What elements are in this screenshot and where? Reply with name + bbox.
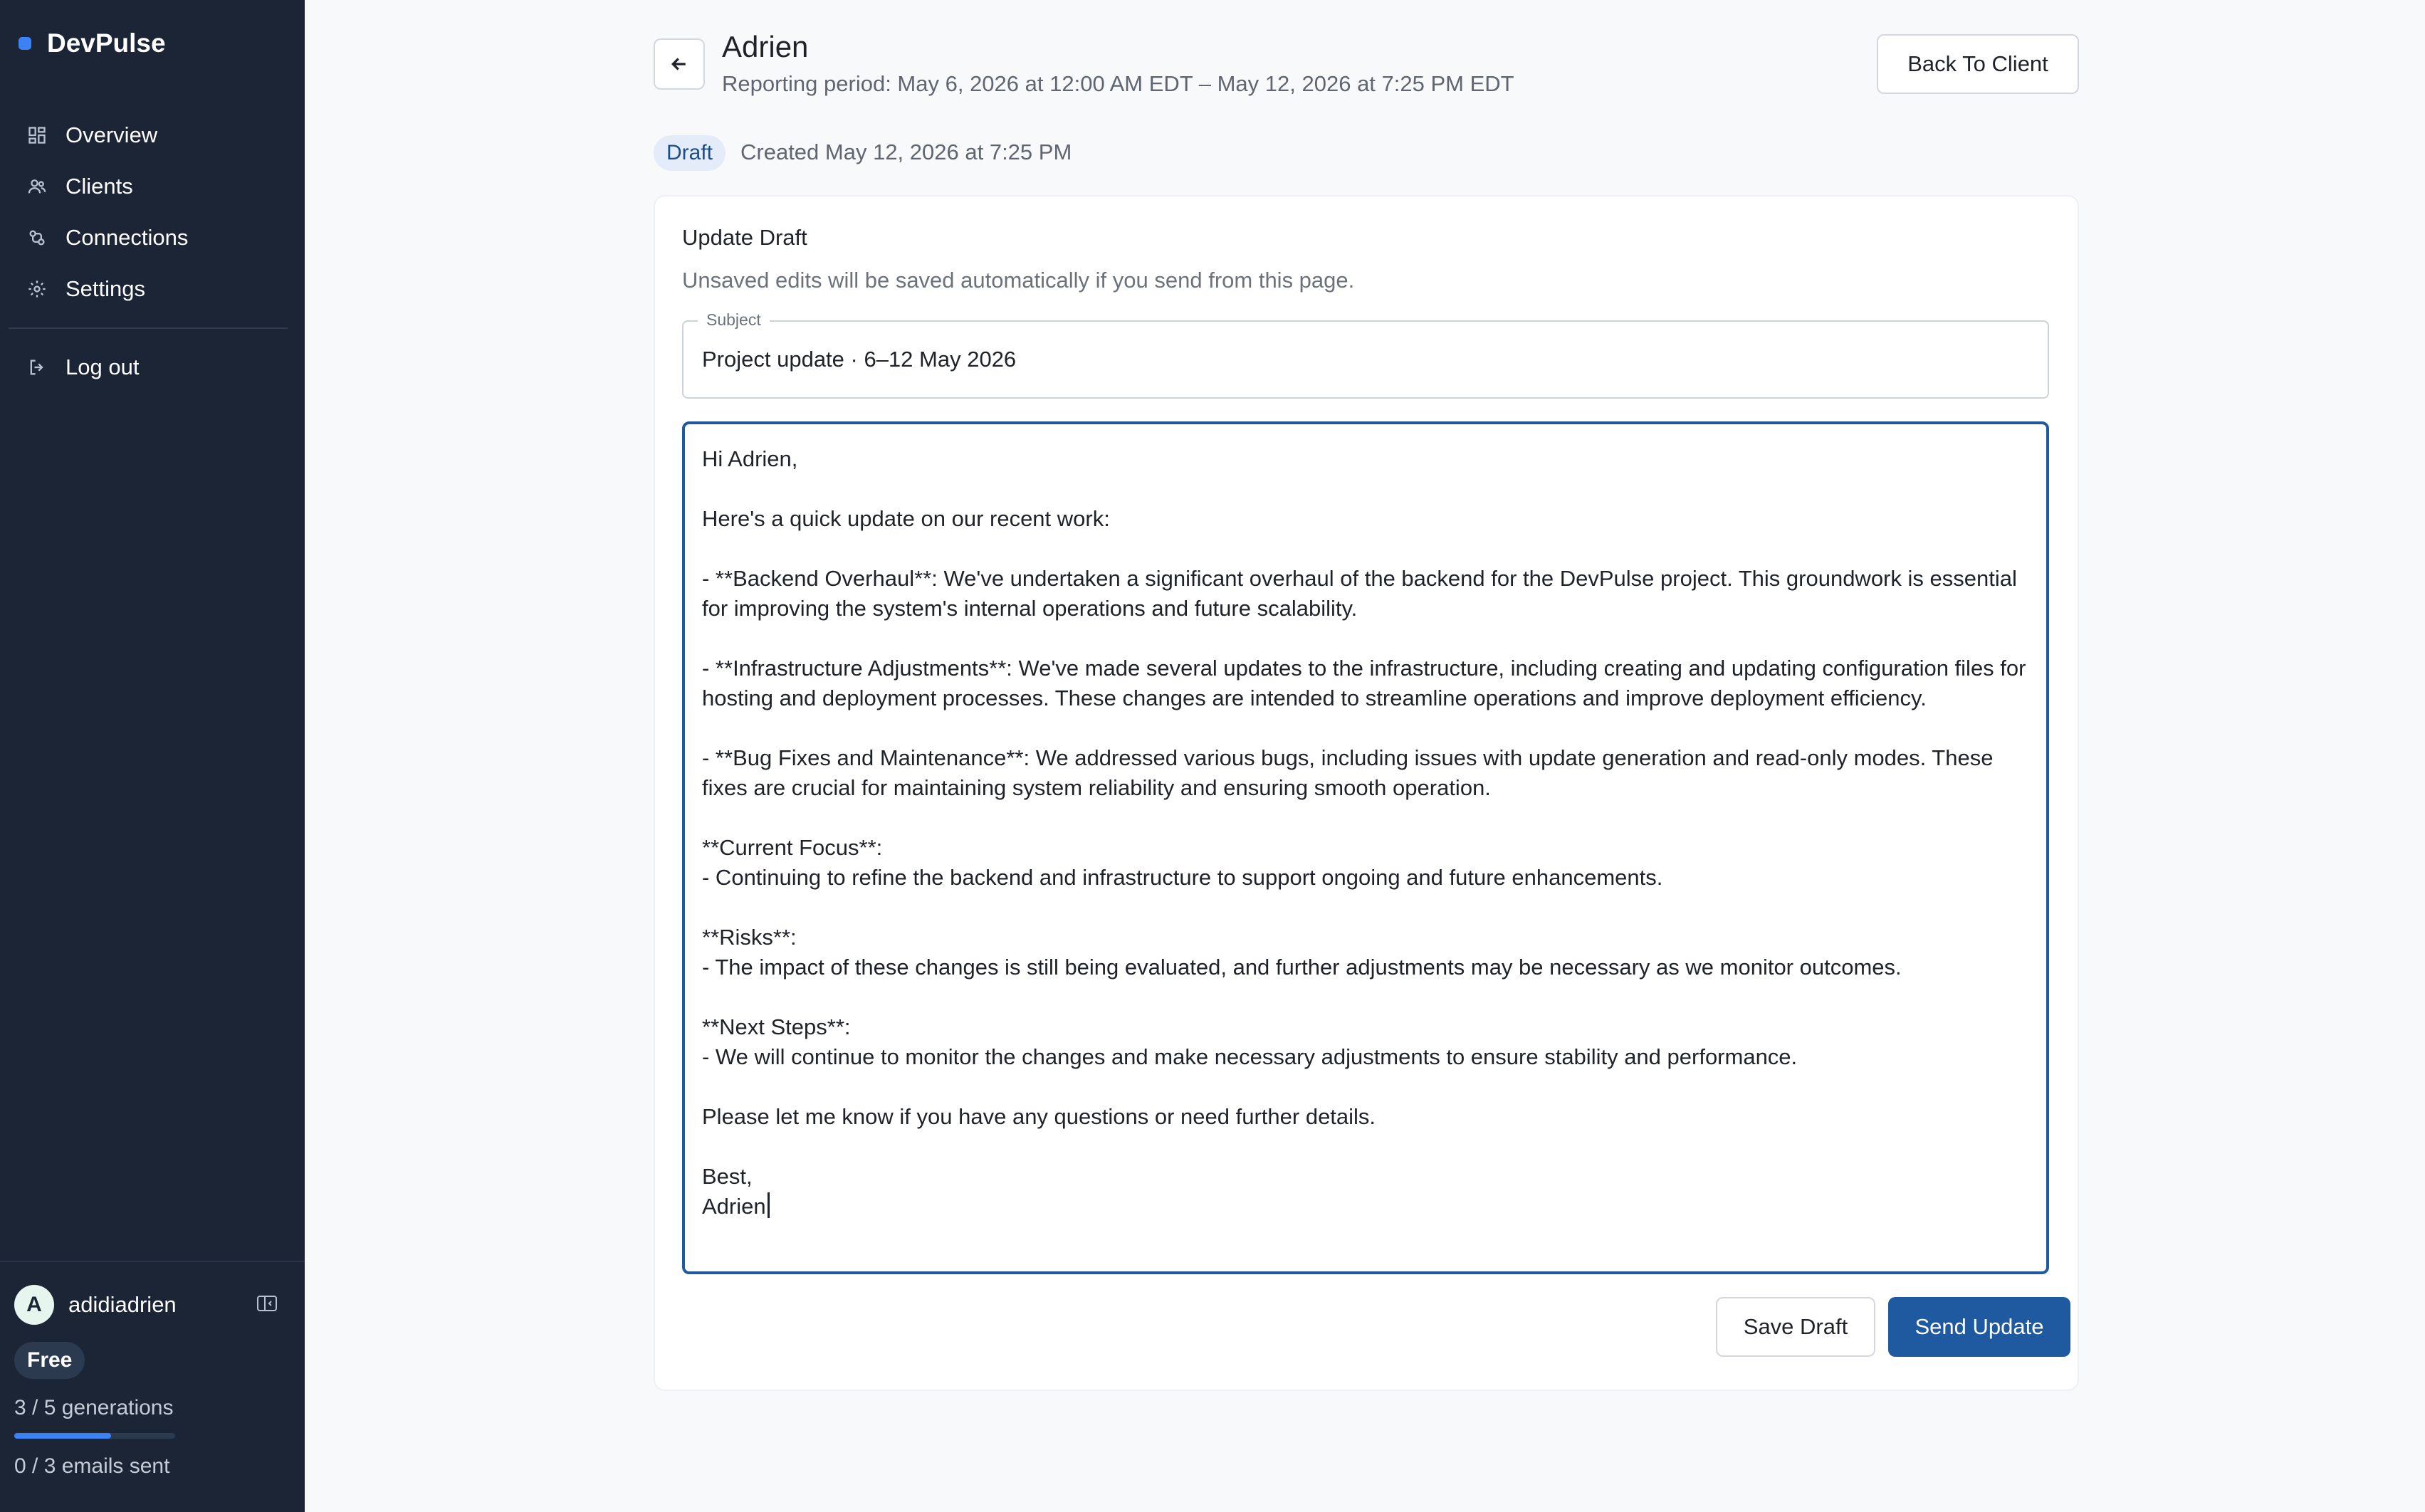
arrow-left-icon <box>669 53 690 75</box>
main-content <box>305 0 2425 1512</box>
plan-badge: Free <box>14 1342 85 1379</box>
brand-logo-icon <box>19 37 31 50</box>
back-button[interactable] <box>654 38 705 90</box>
nav-divider <box>9 327 288 329</box>
page-title: Adrien <box>722 30 809 63</box>
body-text[interactable] <box>702 444 2026 1256</box>
sidebar-footer <box>0 1261 305 1512</box>
body-content: Hi Adrien, Here's a quick update on our recent work: - **Backend Overhaul**: We've undertaken a significant overhaul of the backend for the DevPulse project. This groundwork is essential for improving the system's internal operations and future scalability. - **Infrastructure Adjustments**: We've made several updates to the infrastructure, including creating and updating configuration files for hosting and deployment processes. These changes are intended to streamline operations and improve deployment efficiency. - **Bug Fixes and Maintenance**: We addressed various bugs, including issues with update generation and read-only modes. These fixes are crucial for maintaining system reliability and ensuring smooth operation. **Current Focus**: - Continuing to refine the backend and infrastructure to support ongoing and future enhancements. **Risks**: - The impact of these changes is still being evaluated, and further adjustments may be necessary as we monitor outcomes. **Next Steps**: - We will continue to monitor the changes and make necessary adjustments to ensure stability and performance. Please let me know if you have any questions or need further details. Best, Adrien <box>702 446 2026 1219</box>
sidebar-item-settings[interactable] <box>9 263 288 315</box>
user-row <box>14 1285 278 1325</box>
generations-progress-fill <box>14 1433 111 1439</box>
back-to-client-button[interactable]: Back To Client <box>1877 34 2079 94</box>
sidebar-item-overview[interactable] <box>9 110 288 161</box>
sidebar-nav <box>9 110 288 393</box>
sidebar-item-label: Settings <box>66 276 146 301</box>
username: adidiadrien <box>68 1292 177 1317</box>
reporting-period: Reporting period: May 6, 2026 at 12:00 AM EDT – May 12, 2026 at 7:25 PM EDT <box>722 71 1514 96</box>
subject-input[interactable] <box>702 322 2026 397</box>
created-timestamp: Created May 12, 2026 at 7:25 PM <box>740 140 1072 164</box>
generations-usage: 3 / 5 generations <box>14 1396 174 1419</box>
sidebar-item-label: Overview <box>66 122 158 147</box>
status-badge: Draft <box>654 135 726 171</box>
sidebar-item-label: Clients <box>66 174 133 199</box>
emails-usage: 0 / 3 emails sent <box>14 1454 170 1478</box>
sidebar-item-connections[interactable] <box>9 212 288 263</box>
generations-progress-bar <box>14 1433 175 1439</box>
logout-label: Log out <box>66 355 140 379</box>
card-subtitle: Unsaved edits will be saved automatically if you send from this page. <box>682 268 1355 293</box>
text-caret <box>768 1192 770 1218</box>
logout-icon <box>27 357 47 377</box>
sidebar <box>0 0 305 1512</box>
sidebar-item-label: Connections <box>66 225 189 250</box>
sidebar-item-clients[interactable] <box>9 161 288 212</box>
subject-field <box>682 310 2049 399</box>
body-textarea[interactable] <box>682 421 2049 1274</box>
logout-button[interactable] <box>9 342 288 393</box>
grid-icon <box>27 125 47 145</box>
collapse-sidebar-icon[interactable] <box>256 1294 278 1316</box>
brand[interactable] <box>19 28 166 58</box>
connections-icon <box>27 228 47 248</box>
users-icon <box>27 177 47 196</box>
brand-name: DevPulse <box>47 28 166 58</box>
gear-icon <box>27 279 47 299</box>
card-title: Update Draft <box>682 225 807 250</box>
save-draft-button[interactable]: Save Draft <box>1716 1297 1875 1357</box>
avatar[interactable]: A <box>14 1285 54 1325</box>
send-update-button[interactable]: Send Update <box>1888 1297 2070 1357</box>
subject-label: Subject <box>698 310 770 330</box>
update-draft-card <box>654 195 2079 1391</box>
